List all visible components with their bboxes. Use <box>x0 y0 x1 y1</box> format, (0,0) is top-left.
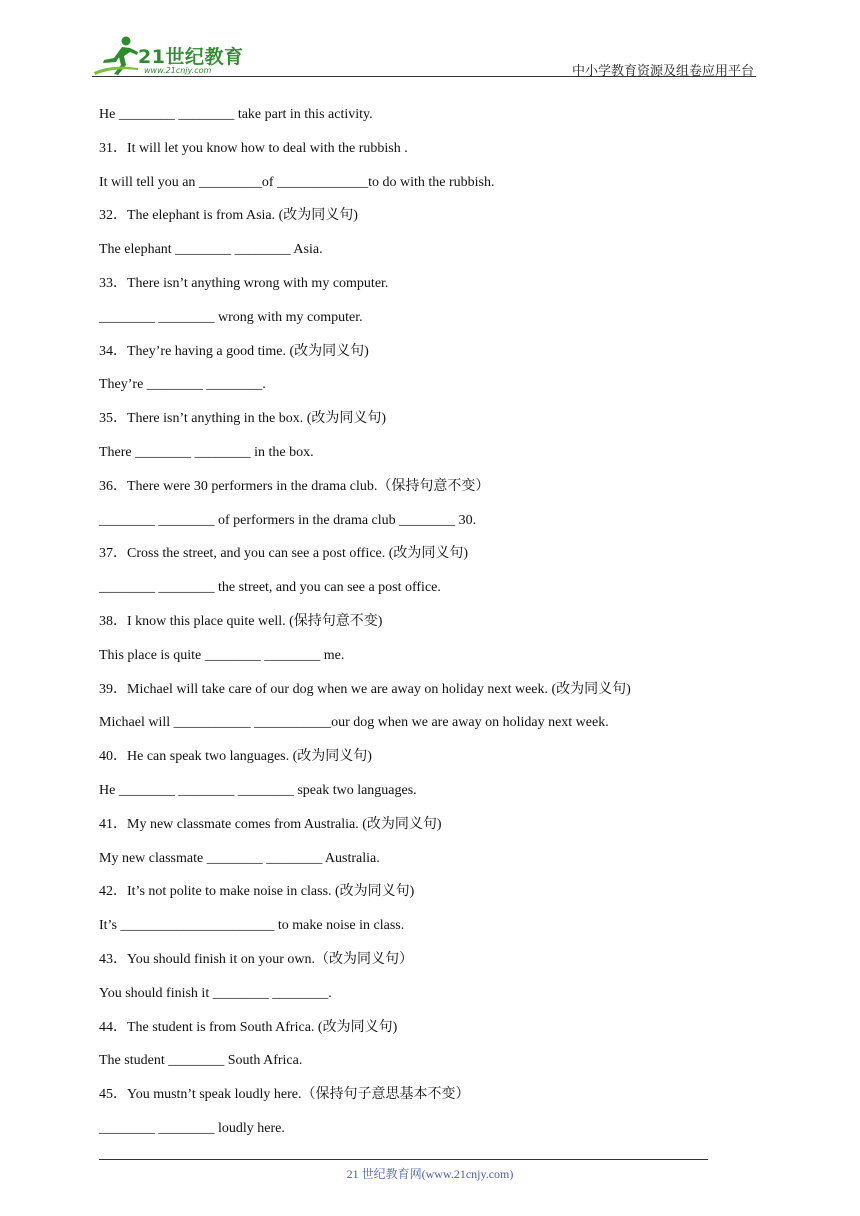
question-line: 35．There isn’t anything in the box. (改为同义句) <box>99 411 387 427</box>
answer-line: ________ ________ of performers in the drama club ________ 30. <box>99 512 477 528</box>
question-line: 37．Cross the street, and you can see a post office. (改为同义句) <box>99 546 469 562</box>
question-line: 38．I know this place quite well. (保持句意不变) <box>99 613 383 629</box>
answer-line: There ________ ________ in the box. <box>99 444 314 460</box>
answer-line: The elephant ________ ________ Asia. <box>99 242 323 258</box>
answer-line: Michael will ___________ ___________our dog when we are away on holiday next week. <box>99 715 609 731</box>
answer-line: He ________ ________ ________ speak two languages. <box>99 782 417 798</box>
answer-line: They’re ________ ________. <box>99 377 266 393</box>
header-divider <box>92 76 756 77</box>
footer-divider <box>99 1159 708 1160</box>
platform-title: 中小学教育资源及组卷应用平台 <box>571 63 754 78</box>
exercise-content <box>99 101 739 1149</box>
answer-line: ________ ________ the street, and you can see a post office. <box>99 580 441 596</box>
page-footer: 21 世纪教育网(www.21cnjy.com) <box>346 1167 514 1181</box>
question-line: 41．My new classmate comes from Australia. (改为同义句) <box>99 816 442 832</box>
answer-line: My new classmate ________ ________ Australia. <box>99 850 380 866</box>
answer-line: It’s ______________________ to make noise in class. <box>99 918 405 934</box>
question-line: 33．There isn’t anything wrong with my computer. <box>99 275 389 291</box>
answer-line: ________ ________ wrong with my computer. <box>99 309 363 325</box>
logo-url: www.21cnjy.com <box>144 66 212 75</box>
question-line: 44．The student is from South Africa. (改为同义句) <box>99 1019 398 1035</box>
question-line: 40．He can speak two languages. (改为同义句) <box>99 749 372 765</box>
question-line: 32．The elephant is from Asia. (改为同义句) <box>99 208 358 224</box>
answer-line: ________ ________ loudly here. <box>99 1120 285 1136</box>
question-line: 34．They’re having a good time. (改为同义句) <box>99 343 369 359</box>
answer-line: The student ________ South Africa. <box>99 1053 303 1069</box>
question-line: 36．There were 30 performers in the drama club.（保持句意不变） <box>99 478 490 494</box>
logo-text: 21世纪教育 <box>138 46 244 68</box>
question-line: 42．It’s not polite to make noise in class. (改为同义句) <box>99 884 415 900</box>
runner-logo-icon <box>92 34 142 78</box>
page-header <box>92 30 756 78</box>
text-line: He ________ ________ take part in this activity. <box>99 107 373 122</box>
answer-line: You should finish it ________ ________. <box>99 985 332 1001</box>
question-line: 43．You should finish it on your own.（改为同义句） <box>99 951 413 967</box>
question-line: 31．It will let you know how to deal with the rubbish . <box>99 140 408 156</box>
answer-line: It will tell you an _________of _____________to do with the rubbish. <box>99 174 495 190</box>
answer-line: This place is quite ________ ________ me. <box>99 647 345 663</box>
question-line: 39．Michael will take care of our dog when we are away on holiday next week. (改为同义句) <box>99 681 631 697</box>
site-logo <box>92 34 262 78</box>
question-line: 45．You mustn’t speak loudly here.（保持句子意思基本不变） <box>99 1087 470 1103</box>
